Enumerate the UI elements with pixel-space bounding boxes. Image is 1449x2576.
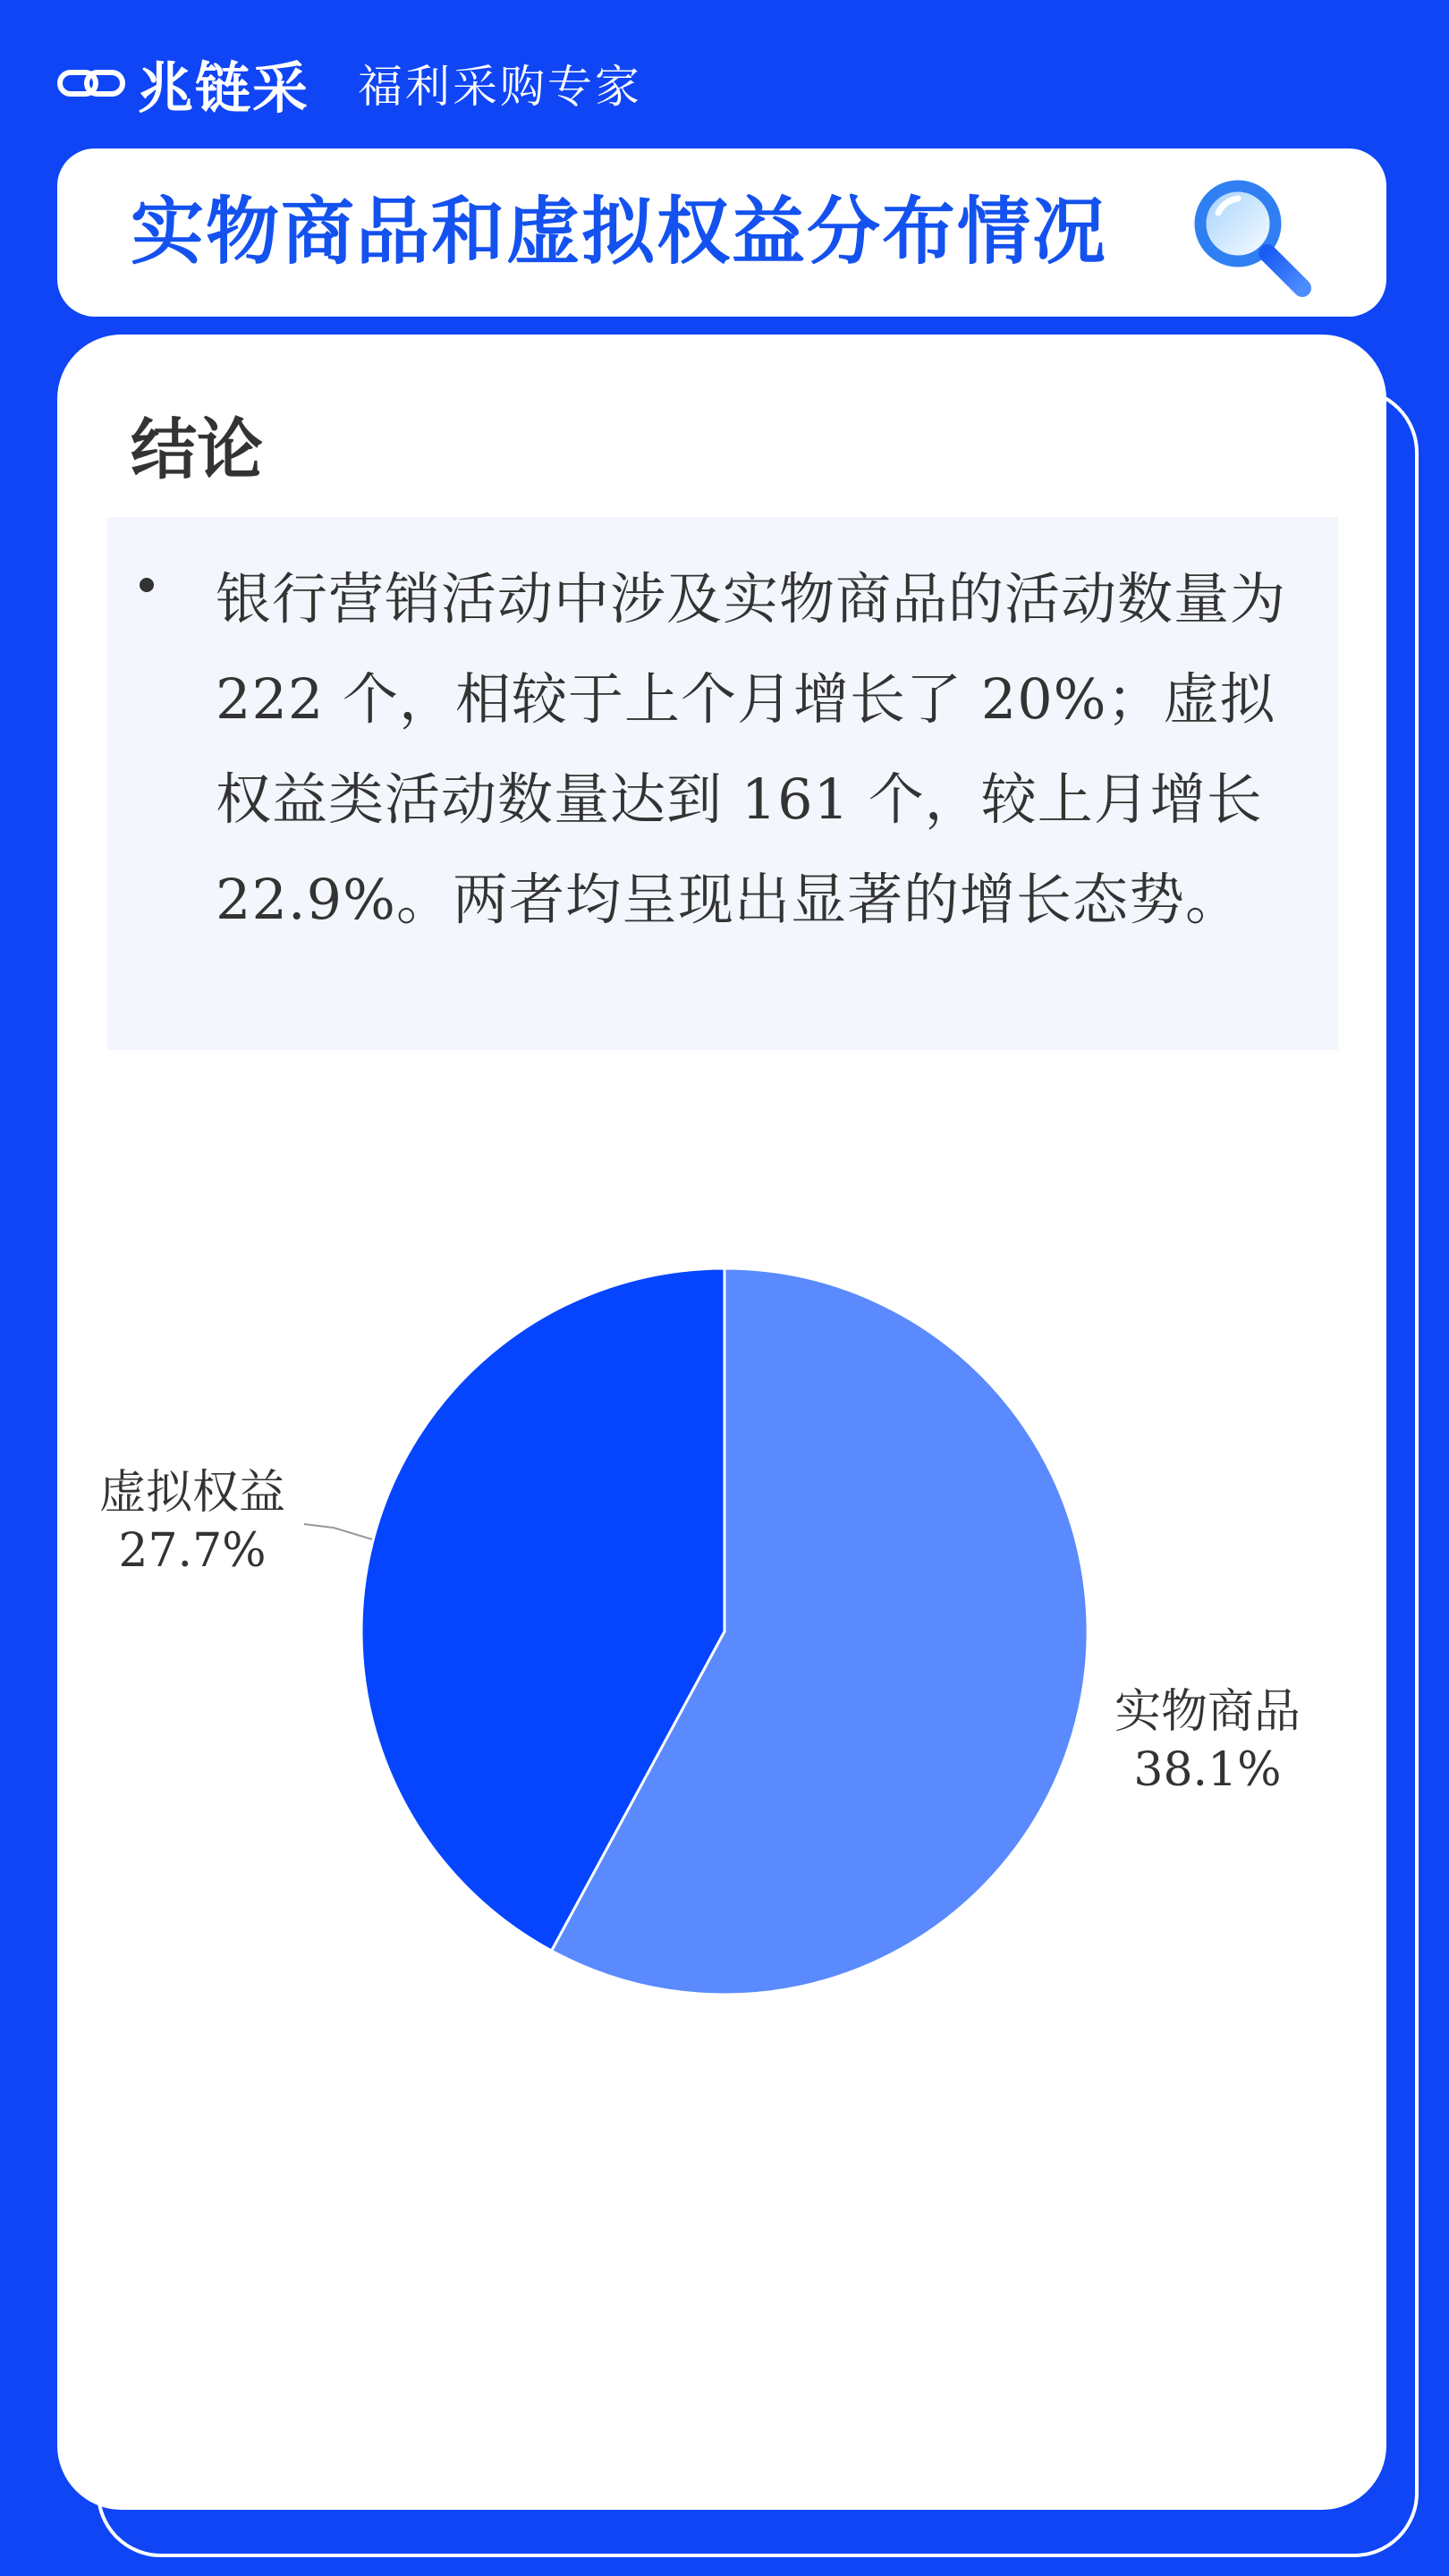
chain-link-logo-icon xyxy=(57,65,125,101)
slice-label-virtual-rights-name: 虚拟权益 xyxy=(98,1466,286,1520)
magnifier-icon xyxy=(1182,166,1326,313)
main-card xyxy=(57,335,1386,2510)
slice-label-physical-goods-value: 38.1% xyxy=(1133,1743,1282,1797)
conclusion-heading: 结论 xyxy=(131,411,263,488)
slice-label-virtual-rights-value: 27.7% xyxy=(118,1524,267,1578)
leader-line xyxy=(304,1524,372,1539)
brand-tagline: 福利采购专家 xyxy=(358,61,643,113)
brand-header xyxy=(57,52,643,121)
title-card xyxy=(57,148,1386,317)
brand-name: 兆链采 xyxy=(138,55,310,121)
pie-chart xyxy=(57,335,1386,2510)
page-title: 实物商品和虚拟权益分布情况 xyxy=(131,190,1108,275)
slice-label-physical-goods-name: 实物商品 xyxy=(1114,1685,1301,1739)
conclusion-text: 银行营销活动中涉及实物商品的活动数量为 222 个，相较于上个月增长了 20%；虚拟权益类活动数量达到 161 个，较上月增长 22.9%。两者均呈现出显著的增长态势。 xyxy=(216,566,1287,932)
